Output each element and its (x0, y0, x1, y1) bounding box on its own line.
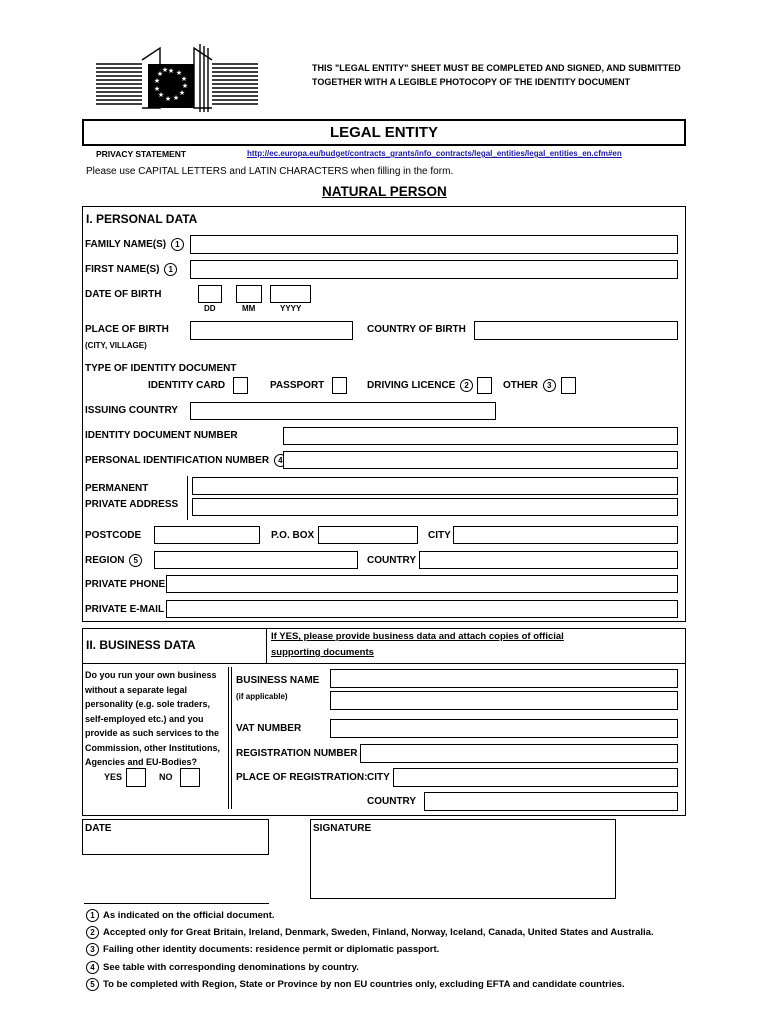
business-data-heading: II. BUSINESS DATA (86, 638, 196, 652)
registration-country-input[interactable] (424, 792, 678, 811)
privacy-statement-label: PRIVACY STATEMENT (96, 149, 187, 159)
private-email-label: PRIVATE E-MAIL (85, 604, 165, 615)
city-label: CITY (428, 530, 451, 541)
page-title: LEGAL ENTITY (329, 124, 439, 141)
place-of-birth-input[interactable] (190, 321, 353, 340)
svg-text:★: ★ (153, 77, 161, 85)
registration-country-label: COUNTRY (367, 796, 417, 807)
place-of-birth-label: PLACE OF BIRTH (85, 324, 169, 335)
footnote-1: 1 As indicated on the official document. (86, 909, 275, 922)
passport-label: PASSPORT (270, 380, 325, 391)
question-line: Agencies and EU-Bodies? (85, 757, 198, 767)
address-label-1: PERMANENT (85, 483, 149, 494)
question-line: personality (e.g. sole traders, (85, 699, 211, 709)
notice-line-2: TOGETHER WITH A LEGIBLE PHOTOCOPY OF THE IDENTITY DOCUMENT (312, 77, 631, 87)
dob-month-input[interactable] (236, 285, 262, 303)
eu-commission-logo (96, 42, 258, 114)
private-email-input[interactable] (166, 600, 678, 618)
business-name-input-2[interactable] (330, 691, 678, 710)
family-name-label: FAMILY NAME(S) 1 (85, 238, 184, 251)
if-applicable-note: (if applicable) (236, 692, 288, 701)
business-name-label: BUSINESS NAME (236, 675, 320, 686)
footnote-separator (84, 903, 269, 904)
country-input[interactable] (419, 551, 678, 569)
business-column-divider-b (231, 667, 232, 809)
yes-label: YES (104, 772, 123, 782)
po-box-input[interactable] (318, 526, 418, 544)
po-box-label: P.O. BOX (271, 530, 315, 541)
registration-number-input[interactable] (360, 744, 678, 763)
other-checkbox[interactable] (561, 377, 576, 394)
footnote-4-marker: 4 (274, 454, 287, 467)
dob-day-input[interactable] (198, 285, 222, 303)
instruction-text: Please use CAPITAL LETTERS and LATIN CHARACTERS when filling in the form. (86, 166, 454, 177)
footnote-marker: 3 (86, 943, 99, 956)
id-type-label: TYPE OF IDENTITY DOCUMENT (85, 363, 237, 374)
business-name-input-1[interactable] (330, 669, 678, 688)
question-line: Do you run your own business (85, 670, 217, 680)
svg-text:★: ★ (157, 91, 165, 99)
privacy-statement-link[interactable]: http://ec.europa.eu/budget/contracts_grants/info_contracts/legal_entities/legal_entities_en.cfm#en (247, 149, 622, 158)
issuing-country-input[interactable] (190, 402, 496, 420)
svg-text:★: ★ (161, 66, 169, 74)
pin-input[interactable] (283, 451, 678, 469)
vat-input[interactable] (330, 719, 678, 738)
svg-text:★: ★ (181, 82, 189, 90)
footnote-marker: 2 (86, 926, 99, 939)
registration-city-label: CITY (367, 772, 390, 783)
city-input[interactable] (453, 526, 678, 544)
question-line: provide as such services to the (85, 728, 220, 738)
footnote-3: 3 Failing other identity documents: residence permit or diplomatic passport. (86, 943, 439, 956)
registration-city-input[interactable] (393, 768, 678, 787)
business-header-divider (82, 663, 686, 664)
footnote-4: 4 See table with corresponding denominations by country. (86, 961, 359, 974)
pin-label: PERSONAL IDENTIFICATION NUMBER 4 (85, 454, 287, 467)
business-note-line-1: If YES, please provide business data and attach copies of official (271, 631, 564, 642)
business-note-line-2: supporting documents (271, 647, 374, 658)
footnote-marker: 5 (86, 978, 99, 991)
footnote-marker: 1 (86, 909, 99, 922)
svg-text:★: ★ (156, 70, 164, 78)
svg-text:★: ★ (172, 94, 180, 102)
dob-month-hint: MM (242, 304, 256, 313)
no-label: NO (159, 772, 173, 782)
eu-logo-graphic (96, 42, 258, 114)
question-line: Commission, other Institutions, (85, 742, 221, 753)
svg-text:★: ★ (175, 69, 183, 77)
no-checkbox[interactable] (180, 768, 200, 787)
first-name-label: FIRST NAME(S) 1 (85, 263, 177, 276)
private-phone-label: PRIVATE PHONE (85, 579, 166, 590)
id-number-input[interactable] (283, 427, 678, 445)
country-of-birth-label: COUNTRY OF BIRTH (367, 324, 466, 335)
country-of-birth-input[interactable] (474, 321, 678, 340)
region-input[interactable] (154, 551, 358, 569)
date-box[interactable] (82, 819, 269, 855)
registration-number-label: REGISTRATION NUMBER (236, 748, 358, 759)
first-name-input[interactable] (190, 260, 678, 279)
footnote-2-marker: 2 (460, 379, 473, 392)
date-label: DATE (85, 823, 112, 834)
footnote-3-marker: 3 (543, 379, 556, 392)
footnote-2: 2 Accepted only for Great Britain, Ireland, Denmark, Sweden, Finland, Norway, Iceland, Canada, United States and Australia. (86, 926, 654, 939)
address-label-2: PRIVATE ADDRESS (85, 499, 179, 510)
dob-year-hint: YYYY (280, 304, 302, 313)
other-label: OTHER 3 (503, 379, 556, 392)
postcode-label: POSTCODE (85, 530, 142, 541)
section-subtitle: NATURAL PERSON (322, 184, 447, 199)
svg-text:★: ★ (178, 89, 186, 97)
date-of-birth-label: DATE OF BIRTH (85, 289, 162, 300)
footnote-1-marker: 1 (164, 263, 177, 276)
identity-card-label: IDENTITY CARD (148, 380, 226, 391)
place-of-registration-label: PLACE OF REGISTRATION: (236, 772, 368, 783)
business-header-vertical-divider (266, 628, 267, 664)
signature-box[interactable] (310, 819, 616, 899)
yes-checkbox[interactable] (126, 768, 146, 787)
country-label: COUNTRY (367, 555, 417, 566)
notice-line-1: THIS "LEGAL ENTITY" SHEET MUST BE COMPLETED AND SIGNED, AND SUBMITTED (312, 63, 681, 73)
address-line-2-input[interactable] (192, 498, 678, 516)
footnote-marker: 4 (86, 961, 99, 974)
address-line-1-input[interactable] (192, 477, 678, 495)
title-box (82, 119, 686, 146)
family-name-input[interactable] (190, 235, 678, 254)
postcode-input[interactable] (154, 526, 260, 544)
svg-text:★: ★ (167, 67, 175, 75)
place-of-birth-note: (CITY, VILLAGE) (85, 341, 147, 350)
question-line: self-employed etc.) and you (85, 713, 204, 724)
passport-checkbox[interactable] (332, 377, 347, 394)
footnote-5: 5 To be completed with Region, State or Province by non EU countries only, excluding EFTA and candidate countries. (86, 978, 625, 991)
svg-text:★: ★ (180, 75, 188, 83)
personal-data-heading: I. PERSONAL DATA (86, 212, 198, 226)
region-label: REGION 5 (85, 554, 142, 567)
business-question (85, 668, 220, 770)
driving-licence-label: DRIVING LICENCE 2 (367, 379, 473, 392)
id-number-label: IDENTITY DOCUMENT NUMBER (85, 430, 238, 441)
address-divider (187, 476, 188, 520)
svg-text:★: ★ (164, 95, 172, 103)
issuing-country-label: ISSUING COUNTRY (85, 405, 178, 416)
business-column-divider-a (228, 667, 229, 809)
private-phone-input[interactable] (166, 575, 678, 593)
footnote-5-marker: 5 (129, 554, 142, 567)
question-line: without a separate legal (85, 684, 188, 695)
identity-card-checkbox[interactable] (233, 377, 248, 394)
svg-text:★: ★ (153, 85, 161, 93)
signature-label: SIGNATURE (313, 823, 372, 834)
dob-year-input[interactable] (270, 285, 311, 303)
dob-day-hint: DD (204, 304, 216, 313)
vat-label: VAT NUMBER (236, 723, 302, 734)
driving-licence-checkbox[interactable] (477, 377, 492, 394)
footnote-1-marker: 1 (171, 238, 184, 251)
